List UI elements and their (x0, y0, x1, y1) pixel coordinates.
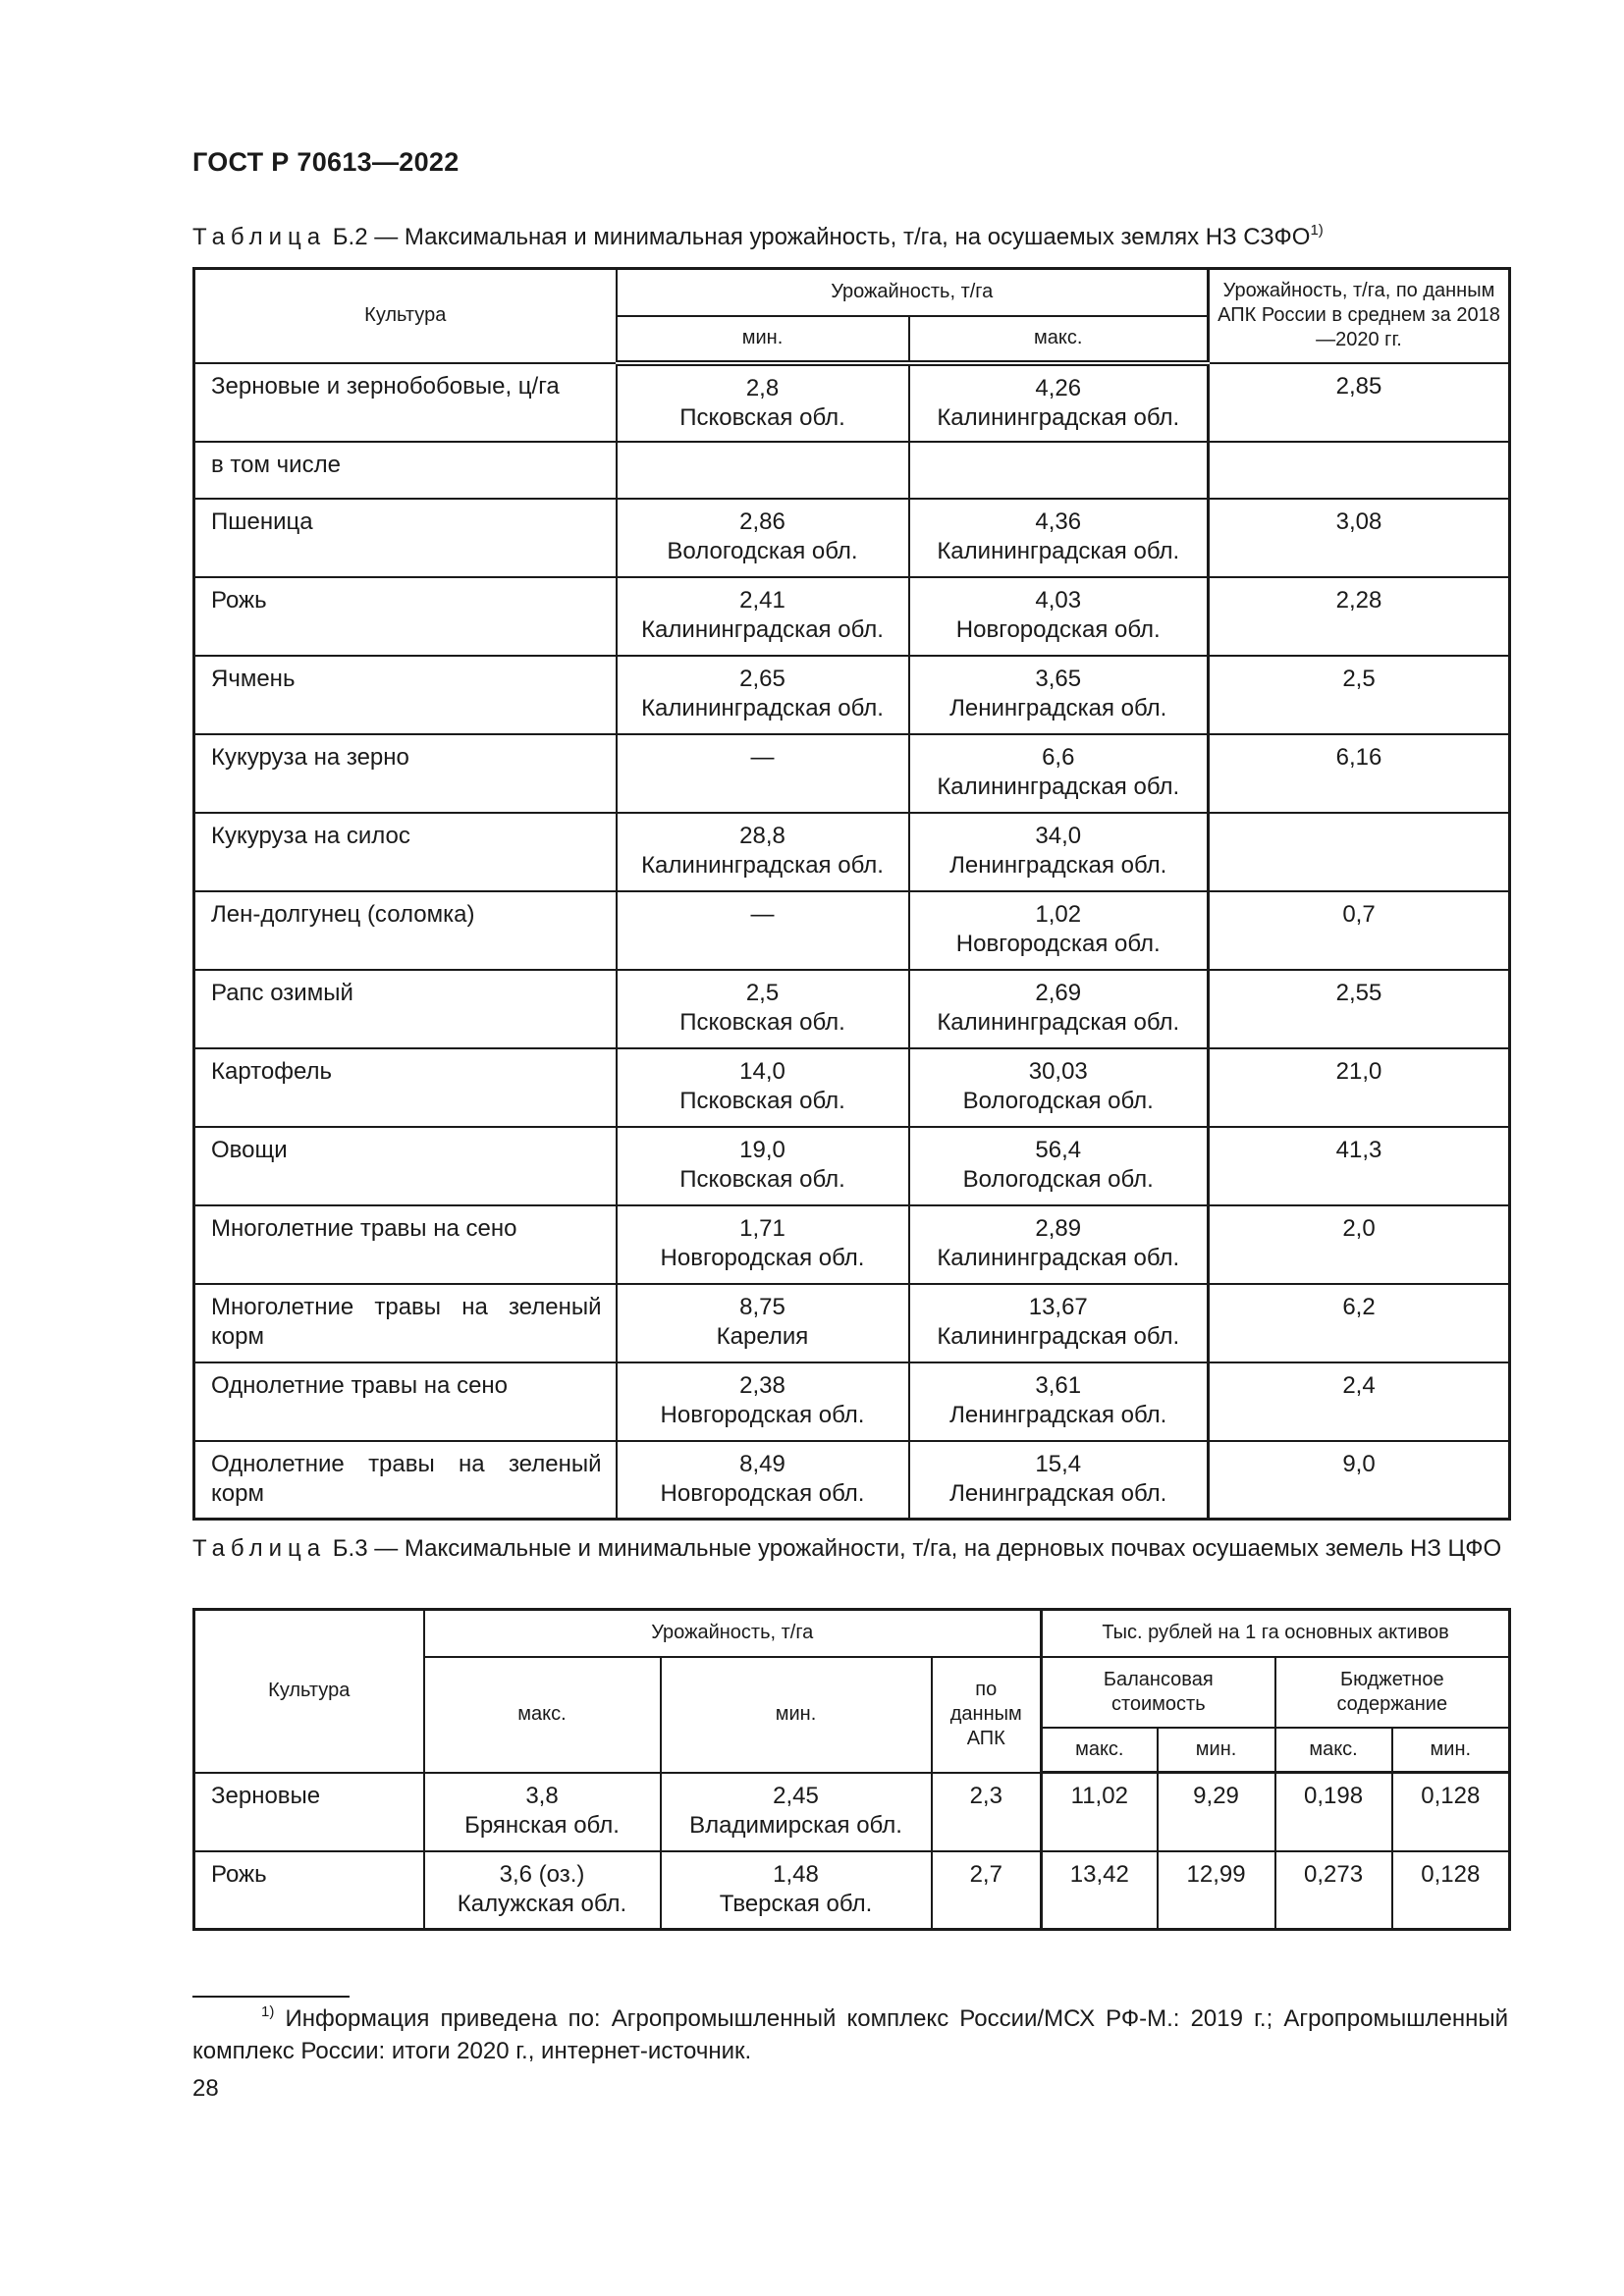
max-yield-value: 56,4 (1035, 1136, 1082, 1163)
min-yield-region: Тверская обл. (719, 1890, 873, 1917)
apk-value: 2,5 (1342, 665, 1376, 692)
min-yield-cell (617, 656, 909, 734)
apk-value: 2,0 (1342, 1214, 1376, 1242)
max-yield-cell (424, 1851, 661, 1930)
max-yield-cell (909, 970, 1209, 1048)
max-yield-cell (909, 1205, 1209, 1284)
apk-value: 41,3 (1335, 1136, 1382, 1163)
table-row (194, 1362, 1510, 1441)
min-yield-region: Псковская обл. (679, 1008, 845, 1036)
min-yield-value: 19,0 (739, 1136, 785, 1163)
table-row (194, 363, 1510, 442)
max-yield-cell (424, 1773, 661, 1851)
crop-name: Пшеница (194, 499, 617, 577)
apk-value: 2,55 (1335, 979, 1382, 1006)
min-yield-cell (617, 1048, 909, 1127)
min-yield-cell (617, 1441, 909, 1520)
apk-value: 21,0 (1335, 1057, 1382, 1085)
min-yield-region: Новгородская обл. (660, 1479, 865, 1507)
apk-cell (1209, 813, 1510, 891)
apk-cell (1209, 1048, 1510, 1127)
min-yield-value: 8,49 (739, 1450, 785, 1477)
min-yield-cell (617, 1205, 909, 1284)
table-row (194, 656, 1510, 734)
table-row (194, 1851, 1510, 1930)
footnote (192, 2002, 1508, 2067)
min-yield-cell (617, 1284, 909, 1362)
max-yield-value: 4,36 (1035, 507, 1082, 535)
max-yield-region: Вологодская обл. (962, 1165, 1154, 1193)
max-yield-region: Ленинградская обл. (949, 694, 1167, 721)
table-row (194, 1205, 1510, 1284)
bal_min-cell (1158, 1773, 1275, 1851)
max-yield-region: Ленинградская обл. (949, 1401, 1167, 1428)
apk-value: 3,08 (1335, 507, 1382, 535)
max-yield-cell (909, 1048, 1209, 1127)
max-yield-value: 1,02 (1035, 900, 1082, 928)
min-yield-region: Калининградская обл. (641, 851, 884, 879)
max-yield-region: Вологодская обл. (962, 1087, 1154, 1114)
apk-cell (1209, 1205, 1510, 1284)
table-b3 (192, 1608, 1511, 1931)
apk-value: 6,16 (1335, 743, 1382, 771)
max-yield-value: 15,4 (1035, 1450, 1082, 1477)
bal_max-cell (1042, 1851, 1158, 1930)
max-yield-cell (909, 1362, 1209, 1441)
bal_min-value: 9,29 (1193, 1783, 1239, 1809)
min-yield-value: 8,75 (739, 1293, 785, 1320)
table-b2 (192, 267, 1511, 1521)
min-yield-value: 28,8 (739, 822, 785, 849)
min-yield-cell (617, 499, 909, 577)
crop-name: Ячмень (194, 656, 617, 734)
table-b3-header-max: макс. (424, 1657, 661, 1773)
crop-name: Однолетние травы на зеленый корм (194, 1441, 617, 1520)
min-yield-cell (617, 970, 909, 1048)
table-b2-header-apk: Урожайность, т/га, по данным АПК России в среднем за 2018—2020 гг. (1209, 269, 1510, 363)
max-yield-value: 4,03 (1035, 586, 1082, 614)
apk-value: 2,85 (1335, 372, 1382, 400)
crop-name: Кукуруза на зерно (194, 734, 617, 813)
bud_min-cell (1392, 1851, 1510, 1930)
bud_max-value: 0,198 (1304, 1783, 1364, 1809)
min-yield-value: 2,86 (739, 507, 785, 535)
bal_min-value: 12,99 (1186, 1860, 1246, 1888)
table-b3-header-budget-min: мин. (1392, 1728, 1510, 1773)
max-yield-value: 3,8 (525, 1782, 559, 1809)
table-b3-header-apk: по данным АПК (932, 1657, 1042, 1773)
max-yield-value: 30,03 (1028, 1057, 1088, 1085)
min-yield-value: 2,65 (739, 665, 785, 692)
max-yield-region: Калужская обл. (457, 1890, 627, 1917)
max-yield-cell (909, 363, 1209, 442)
table-row (194, 1773, 1510, 1851)
min-yield-region: Новгородская обл. (660, 1244, 865, 1271)
table-row (194, 499, 1510, 577)
apk-value: 9,0 (1342, 1450, 1376, 1477)
max-yield-value: 2,69 (1035, 979, 1082, 1006)
max-yield-cell (909, 813, 1209, 891)
min-yield-region: Псковская обл. (679, 403, 845, 431)
min-yield-region: Новгородская обл. (660, 1401, 865, 1428)
max-yield-value: 3,61 (1035, 1371, 1082, 1399)
bud_max-cell (1275, 1851, 1392, 1930)
max-yield-value: 4,26 (1035, 374, 1082, 401)
apk-value: 2,3 (969, 1782, 1002, 1809)
table-row (194, 442, 1510, 499)
max-yield-region: Новгородская обл. (955, 615, 1161, 643)
table-b3-header-yield: Урожайность, т/га (424, 1610, 1042, 1657)
apk-cell (1209, 442, 1510, 499)
crop-name: Лен-долгунец (соломка) (194, 891, 617, 970)
apk-cell (932, 1851, 1042, 1930)
apk-cell (1209, 734, 1510, 813)
min-yield-cell (661, 1773, 932, 1851)
max-yield-cell (909, 577, 1209, 656)
min-yield-cell (661, 1851, 932, 1930)
crop-name: в том числе (194, 442, 617, 499)
table-b3-header-balance-max: макс. (1042, 1728, 1158, 1773)
apk-value: 2,7 (969, 1860, 1002, 1888)
table-row (194, 1441, 1510, 1520)
crop-name: Кукуруза на силос (194, 813, 617, 891)
apk-cell (1209, 891, 1510, 970)
min-yield-value: — (750, 900, 775, 928)
bal_min-cell (1158, 1851, 1275, 1930)
min-yield-region: Владимирская обл. (689, 1811, 902, 1839)
table-b3-header-crop: Культура (194, 1610, 424, 1773)
apk-cell (1209, 656, 1510, 734)
table-row (194, 1284, 1510, 1362)
table-b2-header-crop: Культура (194, 269, 617, 363)
min-yield-region: Калининградская обл. (641, 694, 884, 721)
min-yield-value: 2,38 (739, 1371, 785, 1399)
max-yield-cell (909, 891, 1209, 970)
bud_min-value: 0,128 (1421, 1783, 1481, 1809)
table-b2-header-max: макс. (909, 316, 1209, 363)
table-b3-caption-word: Таблица (192, 1535, 327, 1562)
table-b3-header-assets: Тыс. рублей на 1 га основных активов (1042, 1610, 1510, 1657)
apk-cell (932, 1773, 1042, 1851)
min-yield-cell (617, 577, 909, 656)
apk-cell (1209, 1127, 1510, 1205)
min-yield-cell (617, 813, 909, 891)
crop-name: Зерновые (194, 1773, 424, 1851)
apk-cell (1209, 1284, 1510, 1362)
max-yield-cell (909, 499, 1209, 577)
max-yield-region: Калининградская обл. (937, 1008, 1180, 1036)
max-yield-region: Калининградская обл. (937, 403, 1180, 431)
min-yield-cell (617, 363, 909, 442)
table-b3-header-balance-min: мин. (1158, 1728, 1275, 1773)
footnote-rule (192, 1996, 350, 1998)
table-b2-header-min: мин. (617, 316, 909, 363)
table-b2-caption-word: Таблица (192, 224, 327, 250)
apk-cell (1209, 1362, 1510, 1441)
bud_max-value: 0,273 (1304, 1860, 1364, 1888)
max-yield-region: Калининградская обл. (937, 1244, 1180, 1271)
apk-cell (1209, 970, 1510, 1048)
min-yield-value: 1,71 (739, 1214, 785, 1242)
max-yield-cell (909, 656, 1209, 734)
min-yield-value: 2,5 (745, 979, 780, 1006)
apk-cell (1209, 577, 1510, 656)
max-yield-value: 3,65 (1035, 665, 1082, 692)
apk-value: 2,28 (1335, 586, 1382, 614)
min-yield-value: — (750, 743, 775, 771)
apk-cell (1209, 1441, 1510, 1520)
max-yield-cell (909, 1284, 1209, 1362)
bal_max-cell (1042, 1773, 1158, 1851)
min-yield-region: Псковская обл. (679, 1165, 845, 1193)
max-yield-cell (909, 734, 1209, 813)
crop-name: Рожь (194, 1851, 424, 1930)
max-yield-cell (909, 1127, 1209, 1205)
apk-value: 6,2 (1342, 1293, 1376, 1320)
min-yield-cell (617, 1362, 909, 1441)
max-yield-cell (909, 1441, 1209, 1520)
max-yield-value: 34,0 (1035, 822, 1082, 849)
max-yield-region: Калининградская обл. (937, 537, 1180, 564)
max-yield-value: 2,89 (1035, 1214, 1082, 1242)
bud_min-value: 0,128 (1421, 1860, 1481, 1888)
table-b3-header-budget-max: макс. (1275, 1728, 1392, 1773)
max-yield-value: 3,6 (оз.) (499, 1860, 585, 1888)
bal_max-value: 13,42 (1069, 1860, 1129, 1888)
min-yield-value: 2,41 (739, 586, 785, 614)
min-yield-value: 14,0 (739, 1057, 785, 1085)
crop-name: Многолетние травы на сено (194, 1205, 617, 1284)
table-b3-header-budget: Бюджетное содержание (1275, 1657, 1510, 1728)
apk-cell (1209, 363, 1510, 442)
min-yield-region: Вологодская обл. (667, 537, 858, 564)
table-b3-caption (192, 1533, 1508, 1564)
bal_max-value: 11,02 (1070, 1783, 1128, 1809)
max-yield-region: Калининградская обл. (937, 773, 1180, 800)
table-row (194, 577, 1510, 656)
table-row (194, 891, 1510, 970)
max-yield-value: 6,6 (1042, 743, 1075, 771)
min-yield-cell (617, 734, 909, 813)
table-b2-caption-text: Б.2 — Максимальная и минимальная урожайность, т/га, на осушаемых землях НЗ СЗФО (326, 224, 1311, 250)
page-number: 28 (192, 2075, 219, 2102)
min-yield-region: Псковская обл. (679, 1087, 845, 1114)
min-yield-value: 1,48 (773, 1860, 819, 1888)
table-row (194, 1048, 1510, 1127)
bud_max-cell (1275, 1773, 1392, 1851)
max-yield-region: Ленинградская обл. (949, 851, 1167, 879)
crop-name: Рожь (194, 577, 617, 656)
min-yield-region: Калининградская обл. (641, 615, 884, 643)
footnote-marker: 1) (261, 2003, 275, 2020)
min-yield-region: Карелия (716, 1322, 809, 1350)
table-row (194, 1127, 1510, 1205)
crop-name: Овощи (194, 1127, 617, 1205)
crop-name: Рапс озимый (194, 970, 617, 1048)
table-b3-caption-text: Б.3 — Максимальные и минимальные урожайности, т/га, на дерновых почвах осушаемых земель НЗ ЦФО (326, 1535, 1502, 1562)
max-yield-cell (909, 442, 1209, 499)
apk-cell (1209, 499, 1510, 577)
table-b2-header-yield: Урожайность, т/га (617, 269, 1209, 316)
max-yield-region: Калининградская обл. (937, 1322, 1180, 1350)
min-yield-cell (617, 1127, 909, 1205)
max-yield-region: Новгородская обл. (955, 930, 1161, 957)
table-b2-caption-note: 1) (1310, 222, 1324, 239)
min-yield-value: 2,8 (745, 374, 780, 401)
document-code-header: ГОСТ Р 70613—2022 (192, 147, 460, 177)
crop-name: Однолетние травы на сено (194, 1362, 617, 1441)
table-b3-header-min: мин. (661, 1657, 932, 1773)
table-row (194, 813, 1510, 891)
apk-value: 0,7 (1342, 900, 1376, 928)
min-yield-value: 2,45 (773, 1782, 819, 1809)
table-b2-caption (192, 222, 1508, 252)
bud_min-cell (1392, 1773, 1510, 1851)
min-yield-cell (617, 891, 909, 970)
crop-name: Зерновые и зернобобовые, ц/га (194, 363, 617, 442)
crop-name: Многолетние травы на зеленый корм (194, 1284, 617, 1362)
table-b3-header-balance: Балансовая стоимость (1042, 1657, 1275, 1728)
crop-name: Картофель (194, 1048, 617, 1127)
max-yield-region: Брянская обл. (464, 1811, 620, 1839)
table-row (194, 970, 1510, 1048)
max-yield-region: Ленинградская обл. (949, 1479, 1167, 1507)
apk-value: 2,4 (1342, 1371, 1376, 1399)
table-row (194, 734, 1510, 813)
min-yield-cell (617, 442, 909, 499)
max-yield-value: 13,67 (1028, 1293, 1088, 1320)
footnote-text: Информация приведена по: Агропромышленный комплекс России/МСХ РФ-М.: 2019 г.; Агропромышленный комплекс России: итоги 2020 г., интернет-источник. (192, 2005, 1508, 2064)
